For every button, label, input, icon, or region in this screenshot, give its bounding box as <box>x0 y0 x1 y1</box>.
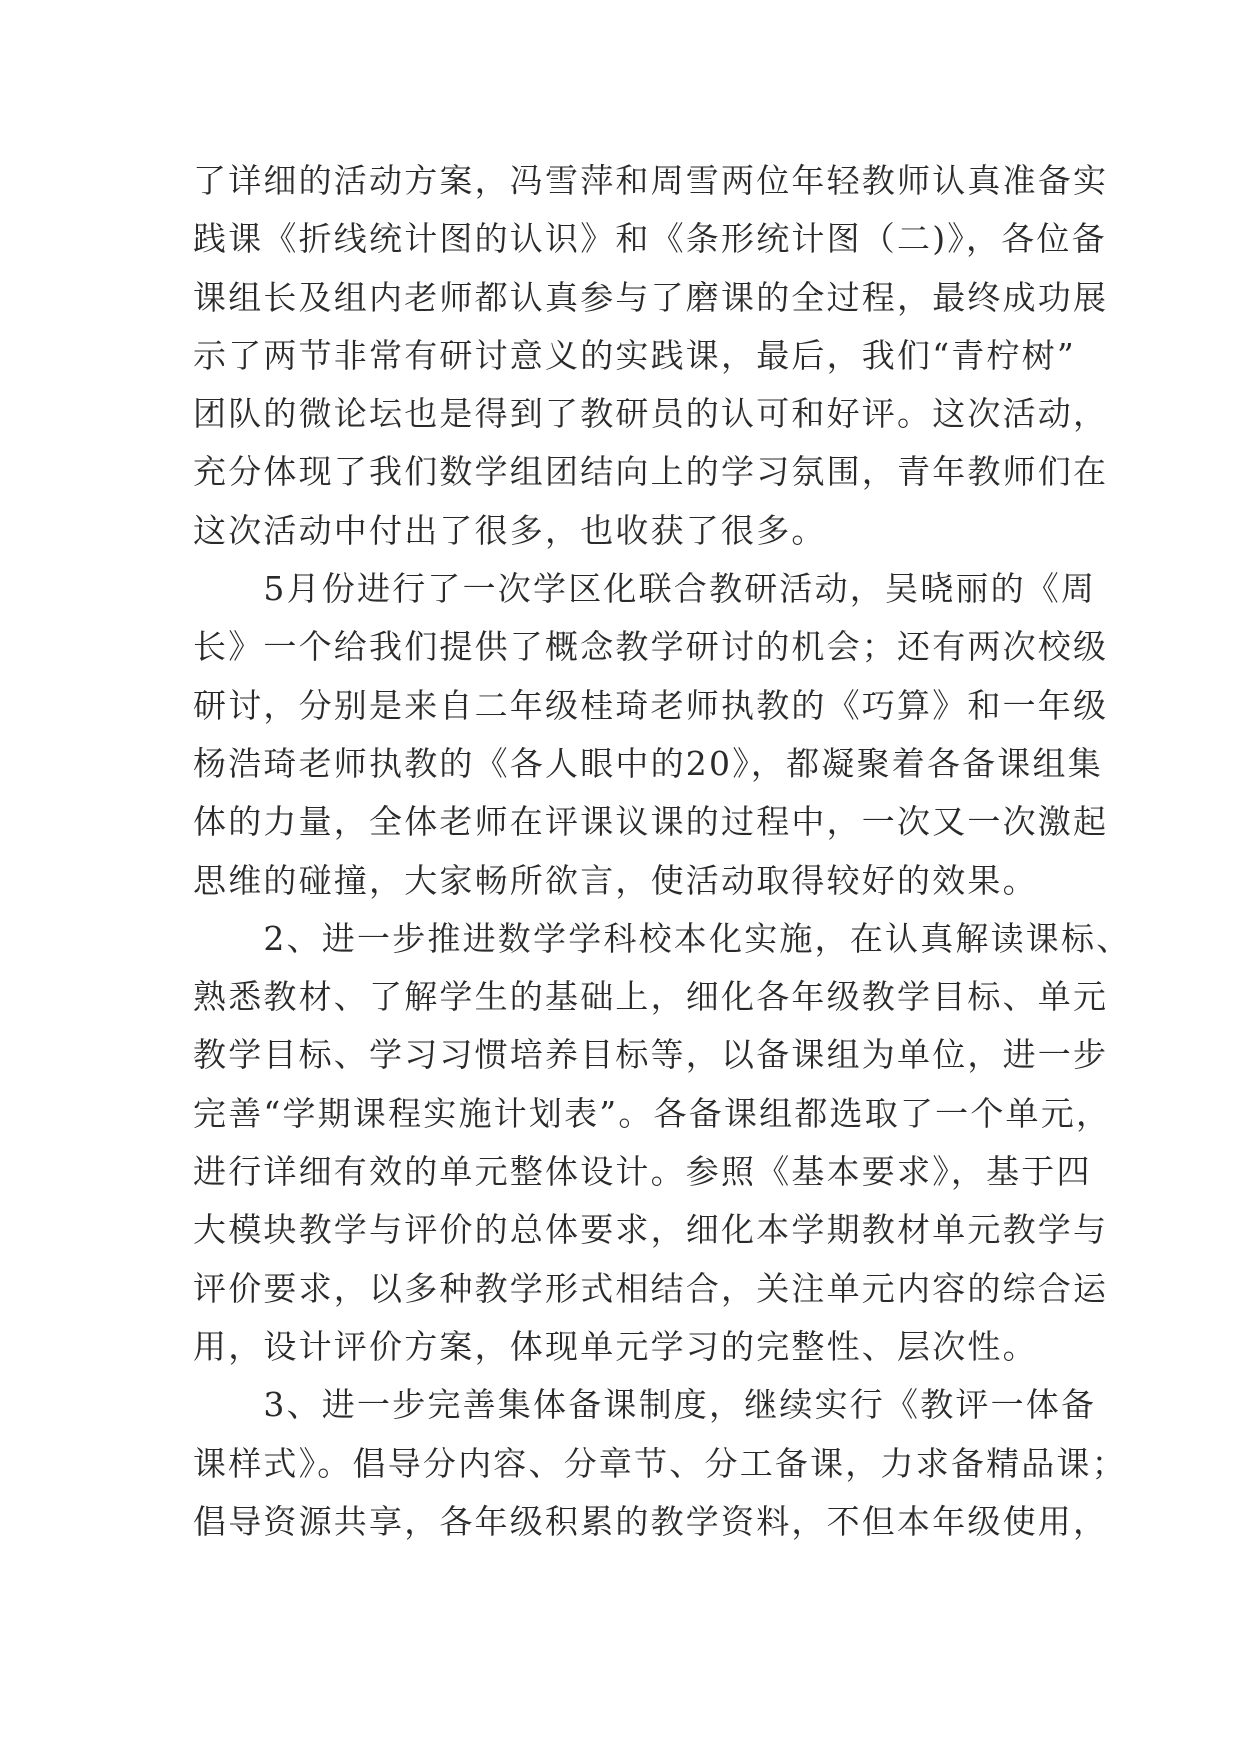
paragraph-start-line: 2、进一步推进数学学科校本化实施，在认真解读课标、 <box>193 918 1132 958</box>
text-line: 课组长及组内老师都认真参与了磨课的全过程，最终成功展 <box>193 277 1109 317</box>
text-line: 大模块教学与评价的总体要求，细化本学期教材单元教学与 <box>193 1210 1109 1250</box>
text-line: 熟悉教材、了解学生的基础上，细化各年级教学目标、单元 <box>193 977 1109 1017</box>
document-body <box>193 152 1132 1551</box>
text-line: 进行详细有效的单元整体设计。参照《基本要求》，基于四 <box>193 1152 1092 1192</box>
text-line: 长》一个给我们提供了概念教学研讨的机会；还有两次校级 <box>193 627 1109 667</box>
text-line: 杨浩琦老师执教的《各人眼中的20》，都凝聚着各备课组集 <box>193 743 1103 783</box>
text-line: 了详细的活动方案，冯雪萍和周雪两位年轻教师认真准备实 <box>193 161 1109 200</box>
text-line: 这次活动中付出了很多，也收获了很多。 <box>193 510 827 550</box>
paragraph-start-line: 3、进一步完善集体备课制度，继续实行《教评一体备 <box>193 1385 1097 1425</box>
text-line: 示了两节非常有研讨意义的实践课，最后，我们“青柠树” <box>193 335 1076 375</box>
paragraph-start-line: 5月份进行了一次学区化联合教研活动，吴晓丽的《周 <box>193 569 1097 609</box>
text-line: 思维的碰撞，大家畅所欲言，使活动取得较好的效果。 <box>193 860 1038 900</box>
text-line: 研讨，分别是来自二年级桂琦老师执教的《巧算》和一年级 <box>193 685 1109 725</box>
text-line: 倡导资源共享，各年级积累的教学资料，不但本年级使用， <box>193 1501 1109 1541</box>
text-line: 课样式》。倡导分内容、分章节、分工备课，力求备精品课； <box>193 1443 1127 1483</box>
text-line: 团队的微论坛也是得到了教研员的认可和好评。这次活动， <box>193 394 1109 434</box>
text-line: 践课《折线统计图的认识》和《条形统计图（二)》，各位备 <box>193 219 1107 259</box>
text-line: 教学目标、学习习惯培养目标等，以备课组为单位，进一步 <box>193 1035 1109 1075</box>
text-line: 充分体现了我们数学组团结向上的学习氛围，青年教师们在 <box>193 452 1109 492</box>
text-line: 用，设计评价方案，体现单元学习的完整性、层次性。 <box>193 1326 1038 1366</box>
text-line: 完善“学期课程实施计划表”。各备课组都选取了一个单元， <box>193 1093 1112 1133</box>
text-line: 评价要求，以多种教学形式相结合，关注单元内容的综合运 <box>193 1268 1109 1308</box>
text-line: 体的力量，全体老师在评课议课的过程中，一次又一次激起 <box>193 802 1109 842</box>
